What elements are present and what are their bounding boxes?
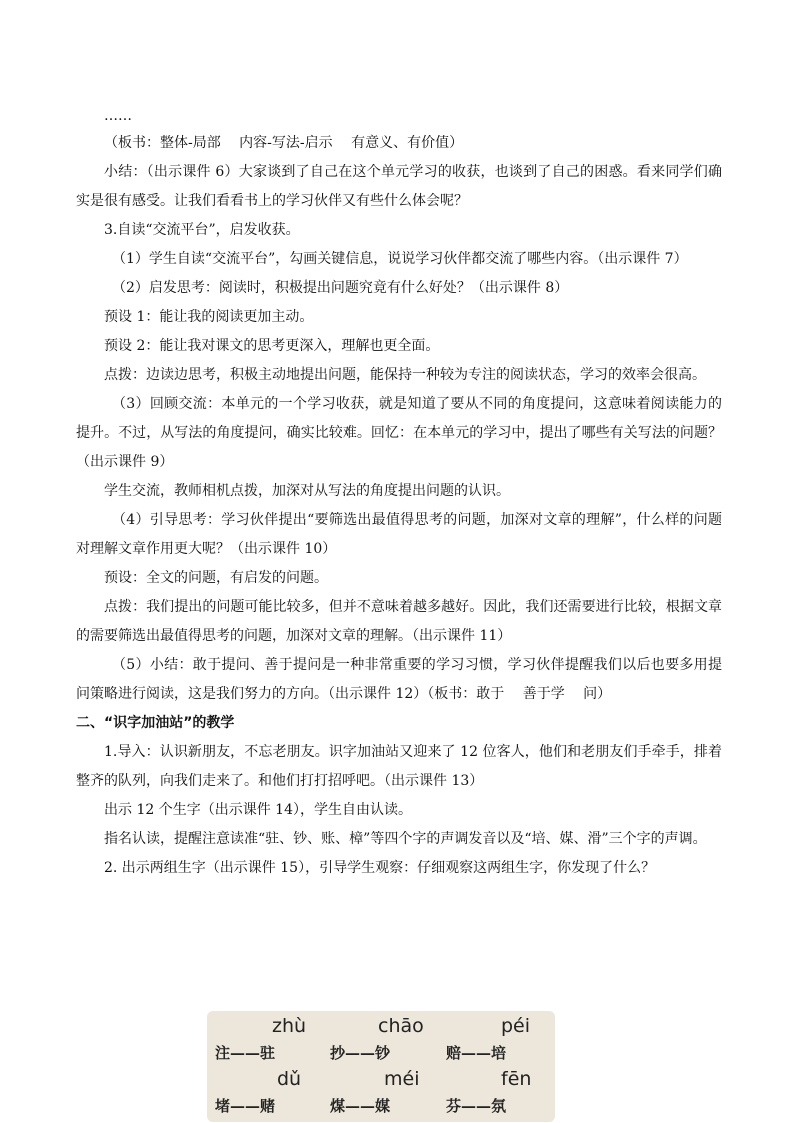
pinyin: fēn	[501, 1068, 532, 1090]
section-2-heading: 二、“识字加油站”的教学	[76, 715, 235, 731]
show-characters: 出示 12 个生字（出示课件 14），学生自由认读。	[104, 802, 412, 818]
pinyin: méi	[384, 1068, 420, 1090]
preset-3: 预设：全文的问题，有启发的问题。	[104, 570, 328, 586]
step-3-item-1: （1）学生自读“交流平台”，勾画关键信息，说说学习伙伴都交流了哪些内容。（出示课件 7）	[112, 251, 688, 267]
character-pair: 煤——媒	[330, 1097, 391, 1115]
pinyin-row-2	[207, 1068, 555, 1094]
step-3-item-5: （5）小结：敢于提问、善于提问是一种非常重要的学习习惯，学习伙伴提醒我们以后也要多用提问策略进行阅读，这是我们努力的方向。（出示课件 12）（板书：敢于 善于学 问）	[76, 657, 722, 702]
read-by-name: 指名认读，提醒注意读准“驻、钞、账、樟”等四个字的声调发音以及“培、媒、滑”三个字的声调。	[104, 831, 707, 847]
pinyin: péi	[501, 1015, 531, 1037]
step-3-item-4: （4）引导思考：学习伙伴提出“要筛选出最值得思考的问题，加深对文章的理解”，什么样的问题对理解文章作用更大呢？（出示课件 10）	[76, 512, 722, 557]
character-pair: 抄——钞	[330, 1044, 391, 1062]
character-pair: 芬——氛	[446, 1097, 507, 1115]
pinyin: zhù	[272, 1015, 307, 1037]
character-pair: 堵——赌	[215, 1097, 276, 1115]
guidance-1: 点拨：边读边思考，积极主动地提出问题，能保持一种较为专注的阅读状态，学习的效率会很高。	[104, 367, 706, 383]
student-exchange: 学生交流，教师相机点拨，加深对从写法的角度提出问题的认识。	[104, 483, 510, 499]
section-2-intro: 1.导入：认识新朋友，不忘老朋友。识字加油站又迎来了 12 位客人，他们和老朋友们手牵手，排着整齐的队列，向我们走来了。和他们打打招呼吧。（出示课件 13）	[76, 744, 722, 789]
pinyin-row-1	[207, 1015, 555, 1041]
summary-paragraph: 小结：（出示课件 6）大家谈到了自己在这个单元学习的收获，也谈到了自己的困惑。看来同学们确实是很有感受。让我们看看书上的学习伙伴又有些什么体会呢？	[76, 164, 722, 209]
board-writing-1: （板书：整体-局部 内容-写法-启示 有意义、有价值）	[104, 135, 464, 151]
document-body	[76, 102, 722, 883]
pinyin: chāo	[378, 1015, 424, 1037]
pinyin-character-box	[207, 1011, 555, 1122]
guidance-2: 点拨：我们提出的问题可能比较多，但并不意味着越多越好。因此，我们还需要进行比较，根据文章的需要筛选出最值得思考的问题，加深对文章的理解。（出示课件 11）	[76, 599, 722, 644]
preset-2: 预设 2：能让我对课文的思考更深入，理解也更全面。	[104, 338, 440, 354]
character-row-2	[207, 1095, 555, 1119]
character-row-1	[207, 1042, 555, 1066]
step-3-item-2: （2）启发思考：阅读时，积极提出问题究竟有什么好处？（出示课件 8）	[112, 280, 569, 296]
pinyin: dǔ	[277, 1068, 302, 1090]
character-pair: 注——驻	[215, 1044, 276, 1062]
preset-1: 预设 1：能让我的阅读更加主动。	[104, 309, 314, 325]
character-pair: 赔——培	[446, 1044, 507, 1062]
step-3-item-3: （3）回顾交流：本单元的一个学习收获，就是知道了要从不同的角度提问，这意味着阅读能力的提升。不过，从写法的角度提问，确实比较难。回忆：在本单元的学习中，提出了哪些有关写法的问题？（出示课件 9）	[76, 396, 722, 470]
step-3-title: 3.自读“交流平台”，启发收获。	[104, 222, 300, 238]
ellipsis-line: ……	[104, 108, 132, 124]
show-two-groups: 2. 出示两组生字（出示课件 15），引导学生观察：仔细观察这两组生字，你发现了什么？	[104, 860, 656, 876]
